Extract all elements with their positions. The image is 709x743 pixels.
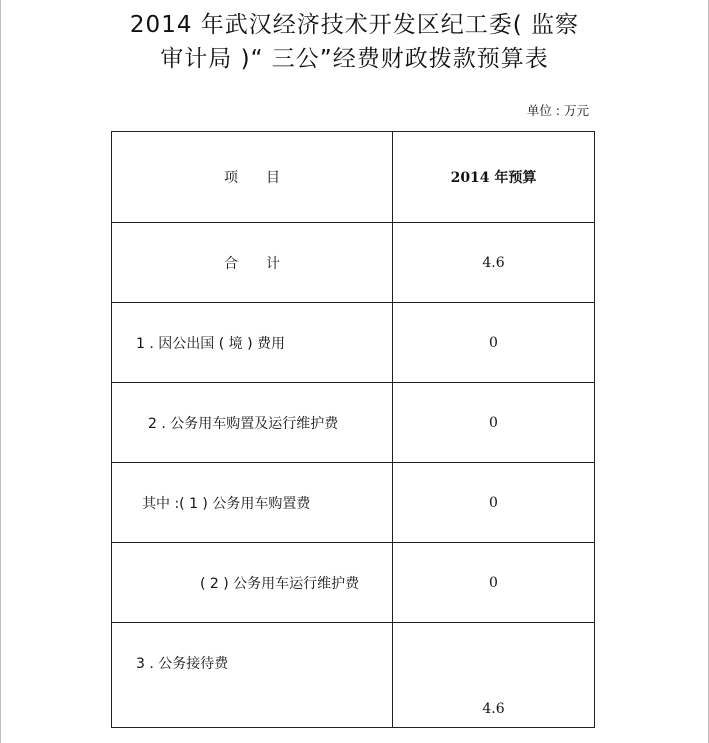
row-value-total: 4.6 [393, 223, 595, 303]
row-value: 4.6 [393, 623, 595, 728]
row-value: 0 [393, 543, 595, 623]
table-row [112, 623, 595, 728]
header-budget: 2014 年预算 [393, 132, 595, 223]
budget-table [111, 131, 595, 728]
table-row [112, 543, 595, 623]
row-item-total: 合计 [112, 223, 393, 303]
table-row [112, 463, 595, 543]
title-line-1: 2014 年武汉经济技术开发区纪工委( 监察 [129, 12, 580, 38]
row-item: 2 . 公务用车购置及运行维护费 [112, 383, 393, 463]
row-item: 1 . 因公出国 ( 境 ) 费用 [112, 303, 393, 383]
table-row [112, 383, 595, 463]
unit-label: 单位 : 万元 [526, 103, 589, 118]
page-edge-left [0, 0, 1, 743]
row-value: 0 [393, 303, 595, 383]
row-value: 0 [393, 463, 595, 543]
table-row-total [112, 223, 595, 303]
table-header-row [112, 132, 595, 223]
row-item: 其中 :( 1 ) 公务用车购置费 [112, 463, 393, 543]
row-item: 3 . 公务接待费 [112, 623, 393, 728]
document-title [0, 8, 709, 76]
row-value: 0 [393, 383, 595, 463]
title-line-2: 审计局 )“ 三公”经费财政拨款预算表 [160, 46, 549, 72]
header-item: 项目 [112, 132, 393, 223]
row-item: ( 2 ) 公务用车运行维护费 [112, 543, 393, 623]
table-row [112, 303, 595, 383]
